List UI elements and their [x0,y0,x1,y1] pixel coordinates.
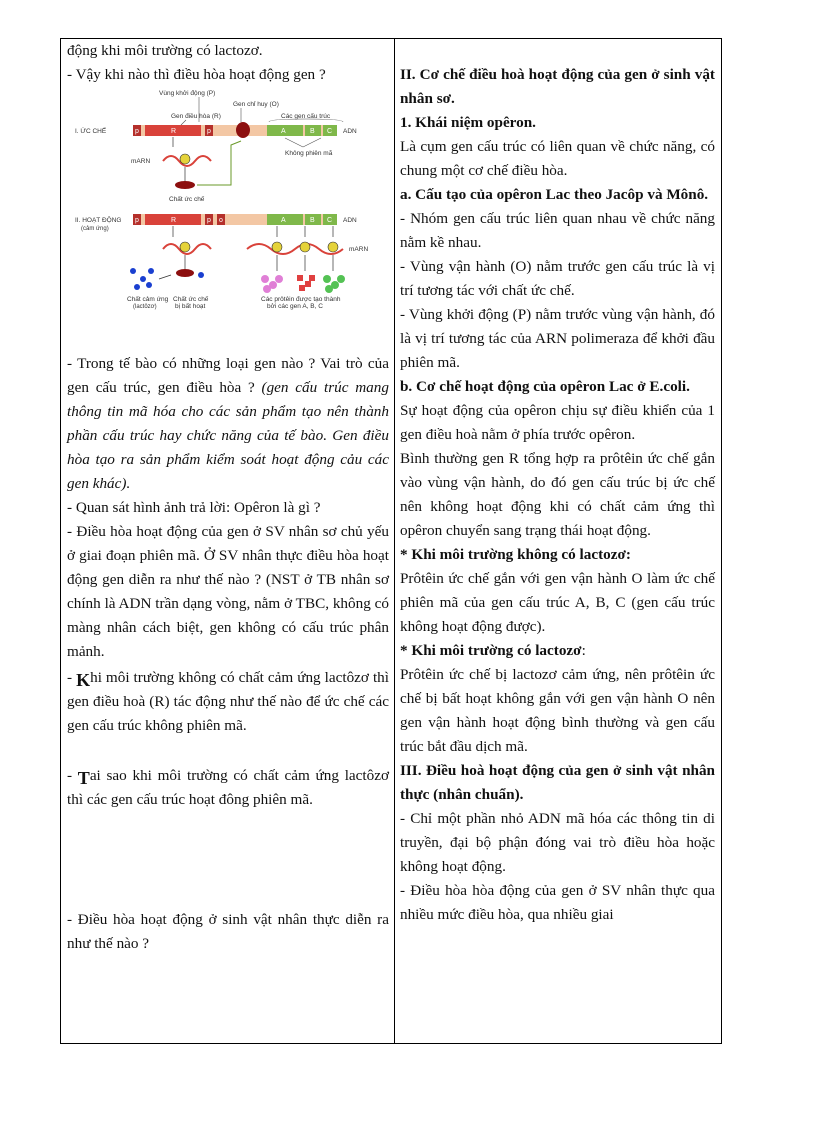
answer-gene-types: (gen cấu trúc mang thông tin mã hóa cho các sản phẩm tạo nên thành phần cấu trúc hay chức năng của tế bào. Gen điều hòa tạo ra sản phẩm kiểm soát hoạt động cảu các gen khác). [67,379,389,492]
q6-text: ai sao khi môi trường có chất cảm ứng lactôzơ thì các gen cấu trúc hoạt đông phiên mã. [67,767,389,808]
label-structural: Các gen cấu trúc [281,113,331,120]
question-no-lactose [67,664,389,738]
label-regulator: Gen điều hòa (R) [171,113,221,120]
heading-no-lactose: * Khi môi trường không có lactozơ: [399,546,631,563]
box-a-1: A [281,128,286,135]
question-gene-types-text: - Trong tế bào có những loại gen nào ? Vai trò của gen cấu trúc, gen điều hòa ? [67,355,389,396]
box-p-1: p [135,128,139,135]
question-eukaryote-regulation: - Điều hòa hoạt động ở sinh vật nhân thực diễn ra như thế nào ? [67,911,389,952]
heading-with-lactose [400,639,715,663]
heading-with-lactose-colon: : [581,642,586,659]
proteins-label-2: bởi các gen A, B, C [267,303,323,310]
inducer-sub-label: (lactôzơ) [133,304,157,310]
teacher-activity-column [61,39,395,1043]
left-line-0: động khi môi trường có lactozơ. [67,42,263,59]
question-with-lactose [67,762,389,812]
heading-operon-concept: 1. Khái niệm opêron. [399,114,536,131]
q6-prefix: - [67,767,78,784]
label-promoter: Vùng khởi động (P) [159,90,216,97]
no-lactose-paragraph: Prôtêin ức chế gắn với gen vận hành O làm ức chế phiên mã của gen cấu trúc A, B, C (gen cấu trúc không hoạt động được). [399,570,715,635]
box-a-2: A [281,217,286,224]
heading-section-3: III. Điều hoà hoạt động của gen ở sinh vật nhân thực (nhân chuẩn). [399,762,715,803]
q6-dropcap: T [77,768,90,788]
section-repression: I. ỨC CHẾ [75,128,107,135]
box-b-2: B [310,217,315,224]
proteins-label-1: Các prôtêin được tạo thành [261,296,341,303]
heading-with-lactose-text: * Khi môi trường có lactozơ [399,642,582,659]
section-induction-sub: (cảm ứng) [81,226,109,232]
mechanism-paragraph-2: Bình thường gen R tổng hợp ra prôtêin ức chế gắn vào vùng vận hành, do đó gen cấu trúc bị ức chế nên không hoạt động khi có chất cảm ứng thì opêron chuyển sang trạng thái hoạt động. [399,450,715,539]
box-r-2: R [171,217,177,224]
box-p-2: p [207,128,211,135]
question-eukaryote: - Điều hòa hoạt động của gen ở SV nhân sơ chủ yếu ở giai đoạn phiên mã. Ở SV nhân thực điều hòa hoạt động gen diễn ra như thế nào ? (NST ở TB nhân sơ chính là ADN trần dạng vòng, nằm ở TBC, không có màng nhân cách biệt, gen không có cấu trúc phân mảnh. [67,523,389,660]
content-column [395,39,721,1043]
box-p-4: p [207,217,211,224]
adn-label-1: ADN [343,128,357,135]
inactive-label-1: Chất ức chế [173,296,209,303]
mechanism-paragraph-1: Sự hoạt động của opêron chịu sự điều khiển của 1 gen điều hoà nằm ở phía trước opêron. [399,402,715,443]
q5-dropcap: K [76,670,91,690]
question-when-regulate: - Vậy khi nào thì điều hòa hoạt động gen ? [67,66,326,83]
inactive-label-2: bị bất hoạt [175,303,206,310]
heading-section-2: II. Cơ chế điều hoà hoạt động của gen ở sinh vật nhân sơ. [399,66,715,107]
box-r-1: R [171,128,177,135]
adn-label-2: ADN [343,217,357,224]
box-c-2: C [327,217,333,224]
section-induction: II. HOẠT ĐỘNG [75,217,122,224]
heading-operon-mechanism: b. Cơ chế hoạt động của opêron Lac ở E.coli. [399,378,690,395]
operon-lac-diagram [71,89,391,321]
marn-label-1: mARN [131,158,151,165]
box-o: o [219,217,223,224]
box-c-1: C [327,128,333,135]
marn-label-2: mARN [349,246,369,253]
question-operon: - Quan sát hình ảnh trả lời: Opêron là gì ? [67,499,321,516]
operon-definition: Là cụm gen cấu trúc có liên quan về chức năng, có chung một cơ chế điều hòa. [399,138,715,179]
box-b-1: B [310,128,315,135]
heading-operon-structure: a. Cấu tạo của opêron Lac theo Jacôp và Mônô. [399,186,709,203]
two-column-table [60,38,722,1044]
structure-point-2: - Vùng vận hành (O) nằm trước gen cấu trúc là vị trí tương tác với chất ức chế. [399,258,715,299]
question-gene-types [67,352,389,496]
with-lactose-paragraph: Prôtêin ức chế bị lactozơ cảm ứng, nên prôtêin ức chế bị bất hoạt không gắn với gen vận hành O nên gen vận hành hoạt động bình thường và gen cấu trúc bắt đầu dịch mã. [399,666,715,755]
box-p-3: p [135,217,139,224]
structure-point-3: - Vùng khởi động (P) nằm trước vùng vận hành, đó là vị trí tương tác của ARN polimeraza để khởi đầu phiên mã. [399,306,715,371]
eukaryote-point-2: - Điều hòa hòa động của gen ở SV nhân thực qua nhiều mức điều hòa, qua nhiều giai [399,882,715,923]
inducer-label: Chất cảm ứng [127,296,169,303]
eukaryote-point-1: - Chỉ một phần nhỏ ADN mã hóa các thông tin di truyền, đại bộ phận đóng vai trò điều hòa hoặc không hoạt động. [399,810,715,875]
q5-prefix: - [67,669,77,686]
label-operator: Gen chỉ huy (O) [233,101,279,108]
repressor-label: Chất ức chế [169,196,205,203]
q5-text: hi môi trường không có chất cảm ứng lactôzơ thì gen điều hoà (R) tác động như thế nào để ức chế các gen cấu trúc không phiên mã. [67,669,389,734]
structure-point-1: - Nhóm gen cấu trúc liên quan nhau về chức năng nằm kề nhau. [399,210,715,251]
no-transcription-label: Không phiên mã [285,150,333,157]
